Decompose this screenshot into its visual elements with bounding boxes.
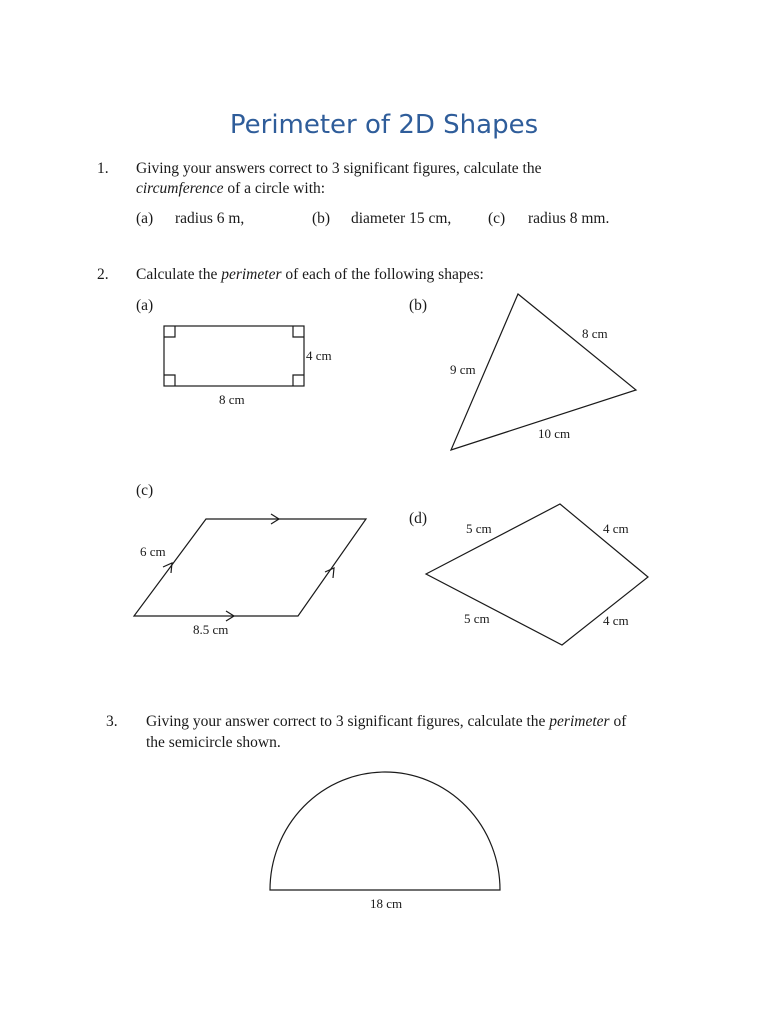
- q2-part-a-label: (a): [136, 297, 154, 314]
- parallelogram: [134, 519, 366, 616]
- question-3-line2: the semicircle shown.: [146, 734, 281, 751]
- right-angle-marker-bottom-right: [293, 375, 304, 386]
- q2-part-c-label: (c): [136, 482, 154, 499]
- triangle-side-10-label: 10 cm: [538, 426, 571, 441]
- parallelogram-base-label: 8.5 cm: [193, 622, 229, 637]
- perimeter-term-2: perimeter: [549, 713, 610, 730]
- q1-part-b-text: diameter 15 cm,: [351, 210, 452, 227]
- right-angle-marker-top-left: [164, 326, 175, 337]
- triangle-diagram: [450, 294, 636, 450]
- circumference-term: circumference: [136, 180, 224, 197]
- question-2-text-before: Calculate the: [136, 266, 222, 283]
- question-3-line1-after: of: [609, 713, 627, 730]
- rectangle: [164, 326, 304, 386]
- semicircle: [270, 772, 500, 890]
- semicircle-diagram: [270, 772, 500, 911]
- question-1-line1: Giving your answers correct to 3 significant figures, calculate the: [136, 160, 542, 177]
- q1-part-b-label: (b): [312, 210, 331, 227]
- question-1-number: 1.: [97, 160, 109, 177]
- perimeter-term: perimeter: [221, 266, 282, 283]
- rectangle-height-label: 4 cm: [306, 348, 332, 363]
- question-2-text-after: of each of the following shapes:: [281, 266, 484, 283]
- q1-part-c-text: radius 8 mm.: [528, 210, 610, 227]
- triangle-side-9-label: 9 cm: [450, 362, 476, 377]
- parallelogram-diagram: [134, 514, 366, 637]
- question-1-line2-rest: of a circle with:: [223, 180, 326, 197]
- kite-top-right-label: 4 cm: [603, 521, 629, 536]
- semicircle-diameter-label: 18 cm: [370, 896, 403, 911]
- q2-part-d-label: (d): [409, 510, 428, 527]
- kite-top-left-label: 5 cm: [466, 521, 492, 536]
- question-3-line1-before: Giving your answer correct to 3 significant figures, calculate the: [146, 713, 550, 730]
- right-angle-marker-bottom-left: [164, 375, 175, 386]
- kite-diagram: [426, 504, 648, 645]
- q1-part-a-text: radius 6 m,: [175, 210, 245, 227]
- question-2-number: 2.: [97, 266, 109, 283]
- page-title: Perimeter of 2D Shapes: [229, 110, 539, 140]
- q1-part-c-label: (c): [488, 210, 506, 227]
- triangle-side-8-label: 8 cm: [582, 326, 608, 341]
- question-3-number: 3.: [106, 713, 118, 730]
- rectangle-diagram: [164, 326, 332, 407]
- rectangle-width-label: 8 cm: [219, 392, 245, 407]
- q1-part-a-label: (a): [136, 210, 154, 227]
- kite-bottom-left-label: 5 cm: [464, 611, 490, 626]
- parallelogram-side-label: 6 cm: [140, 544, 166, 559]
- q2-part-b-label: (b): [409, 297, 428, 314]
- right-angle-marker-top-right: [293, 326, 304, 337]
- kite-bottom-right-label: 4 cm: [603, 613, 629, 628]
